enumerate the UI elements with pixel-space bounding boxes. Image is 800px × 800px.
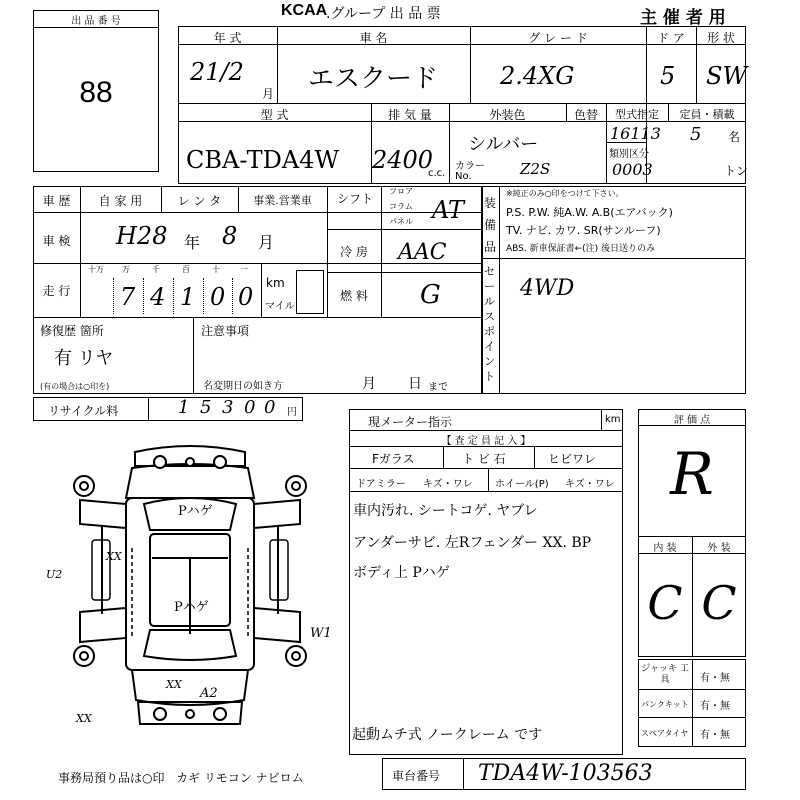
rating-label: 評 価 点	[673, 415, 711, 426]
remark-line-1: 車内汚れ. シートコゲ. ヤブレ	[353, 503, 538, 519]
capacity-value: 5	[690, 124, 702, 145]
repair-history-label: 修復歴 箇所	[40, 324, 104, 338]
divider	[178, 103, 746, 104]
type-spec-value: 16113	[610, 124, 661, 143]
divider	[193, 317, 194, 394]
doors-label: ド ア	[657, 31, 685, 45]
recycle-digit-6: 0	[264, 397, 276, 418]
color-value: シルバー	[468, 134, 539, 155]
digit-divider	[113, 278, 114, 314]
exterior-color-label: 外装色	[489, 108, 526, 122]
repair-history-value: 有 リヤ	[54, 348, 114, 369]
name-change-day: 日	[408, 376, 422, 392]
grade-label: グ レ ー ド	[528, 31, 588, 45]
organizer-label: 主 催 者 用	[640, 8, 726, 28]
jack-tools-label: ジャッキ 工 具	[641, 664, 689, 685]
divider	[488, 468, 489, 491]
ac-value: AAC	[398, 240, 447, 265]
divider	[261, 263, 262, 317]
fuel-value: G	[420, 280, 441, 310]
office-note: 事務局預り品は○印	[58, 771, 165, 785]
divider	[148, 397, 149, 421]
model-label: 型 式	[260, 108, 289, 122]
digit-label-100k: 十万	[88, 265, 104, 274]
color-no-value: Z2S	[520, 160, 551, 178]
divider	[668, 103, 669, 121]
fuel-label: 燃 料	[340, 289, 368, 303]
shift-label: シフト	[336, 192, 373, 206]
windshield-label: Fガラス	[372, 452, 415, 466]
private-use-label: 自 家 用	[98, 194, 143, 208]
doors-value: 5	[660, 62, 676, 90]
recycle-digit-3: 5	[200, 397, 212, 418]
digit-divider	[232, 278, 233, 314]
door-mirror-options: キズ・ワレ	[423, 479, 473, 490]
form-title: .グループ 出 品 票	[326, 6, 441, 22]
divider	[33, 27, 159, 28]
year-label: 年 式	[213, 31, 242, 45]
mileage-digit-3: 4	[150, 283, 166, 311]
divider	[601, 409, 602, 430]
spare-tire-label: スペアタイヤ	[641, 729, 689, 738]
digit-label-10k: 万	[122, 265, 130, 274]
divider	[327, 229, 483, 230]
equipment-label-text: 装 備 品	[484, 196, 497, 254]
displacement-label: 排 気 量	[388, 108, 432, 122]
yen-unit: 円	[287, 407, 297, 418]
recycle-fee-label: リサイクル料	[48, 404, 119, 418]
remark-line-2: アンダーサビ. 左Rフェンダー XX. BP	[353, 535, 592, 551]
mile-label: マイル	[265, 301, 295, 312]
diagram-mark-bottom: XX	[76, 712, 92, 725]
digit-divider	[173, 278, 174, 314]
wheel-label: ホイール(P)	[495, 479, 549, 490]
shift-column: コラム	[389, 202, 413, 211]
type-spec-label: 型式指定	[615, 108, 659, 121]
digit-divider	[143, 278, 144, 314]
divider	[499, 186, 500, 394]
mileage-digit-6: 0	[238, 283, 254, 311]
windshield-crack-label: ヒビワレ	[548, 452, 597, 466]
inspection-label: 車 検	[42, 234, 71, 248]
inspection-year-unit: 年	[184, 233, 201, 252]
color-change-label: 色替	[573, 108, 598, 122]
sales-point-label	[484, 264, 496, 384]
model-value: CBA-TDA4W	[186, 146, 340, 174]
shift-value: AT	[432, 196, 465, 224]
notes-label: 注意事項	[201, 324, 250, 338]
door-mirror-label: ドアミラー	[356, 479, 406, 490]
mileage-digit-2: 7	[120, 283, 136, 311]
mileage-digit-5: 0	[210, 283, 226, 311]
interior-label: 内 装	[653, 543, 677, 554]
mileage-digit-4: 1	[180, 283, 196, 311]
cc-unit: c.c.	[428, 168, 446, 179]
class-value: 0003	[612, 160, 653, 179]
rating-value: R	[670, 440, 714, 508]
sales-point-label-text: セールスポイント	[484, 265, 495, 383]
wheel-options: キズ・ワレ	[565, 479, 615, 490]
remark-line-4: 起動ムチ式 ノークレーム です	[352, 727, 543, 743]
shift-panel: パネル	[389, 217, 413, 226]
puncture-kit-options: 有・無	[700, 701, 730, 712]
mileage-label: 走 行	[42, 284, 71, 298]
name-change-until: まで	[428, 382, 448, 393]
car-condition-diagram	[40, 438, 340, 738]
divider	[33, 212, 483, 213]
displacement-value: 2400	[372, 146, 434, 174]
diagram-mark-right-rear: W1	[310, 626, 332, 641]
shift-floor: フロア	[389, 187, 413, 196]
digit-divider	[203, 278, 204, 314]
spare-tire-options: 有・無	[700, 730, 730, 741]
recycle-digit-4: 3	[222, 397, 234, 418]
sales-point-value: 4WD	[520, 276, 575, 301]
meter-label: 現メーター指示	[368, 415, 453, 429]
divider	[463, 758, 464, 790]
diagram-mark-a2: A2	[200, 686, 218, 701]
divider	[481, 258, 746, 259]
divider	[349, 491, 623, 492]
meter-km-unit: km	[605, 414, 621, 425]
recycle-digit-5: 0	[244, 397, 256, 418]
divider	[327, 272, 483, 273]
repair-history-note: (有の場合は○印を)	[40, 382, 110, 391]
equipment-line-2: TV. ナビ. カワ. SR(サンルーフ)	[506, 224, 661, 237]
history-label: 車 歴	[42, 194, 71, 208]
shift-options-label	[331, 190, 379, 207]
diagram-mark-left-rear: XX	[166, 678, 182, 691]
divider	[692, 659, 693, 747]
inspection-month-value: 8	[222, 222, 238, 250]
digit-label-10: 十	[212, 265, 220, 274]
digit-label-1k: 千	[152, 265, 160, 274]
divider	[33, 317, 483, 318]
jack-tools-options: 有・無	[700, 673, 730, 684]
year-value: 21/2	[190, 58, 244, 86]
divider	[349, 430, 623, 431]
ac-label: 冷 房	[340, 245, 368, 259]
grade-value: 2.4XG	[500, 62, 575, 90]
ton-unit: トン	[724, 164, 749, 178]
recycle-digit-2: 1	[178, 397, 190, 418]
digit-label-100: 百	[182, 265, 190, 274]
equipment-line-3: ABS. 新車保証書←(注) 後日送りのみ	[506, 244, 656, 254]
rental-label: レ ン タ	[177, 194, 222, 208]
business-use-label: 事業.営業車	[253, 194, 312, 207]
car-name-value: エスクード	[308, 64, 439, 94]
brand-logo: KCAA	[281, 2, 328, 19]
body-type-value: SW	[706, 62, 748, 90]
car-name-label: 車 名	[359, 31, 388, 45]
office-keys: カギ リモコン ナビロム	[176, 771, 304, 785]
remark-line-3: ボディ上 Pハゲ	[353, 565, 450, 581]
color-no-label: カラー No.	[455, 161, 485, 182]
divider	[349, 468, 623, 469]
name-change-month: 月	[362, 376, 376, 392]
body-type-label: 形 状	[707, 31, 735, 45]
interior-grade: C	[647, 576, 683, 630]
capacity-unit: 名	[728, 130, 741, 144]
km-label: km	[266, 276, 285, 290]
equipment-label	[484, 192, 496, 258]
diagram-mark-roof: Pハゲ	[178, 504, 213, 519]
windshield-chip-label: ト ビ 石	[462, 452, 506, 466]
diagram-mark-left-front: XX	[106, 550, 122, 563]
chassis-number-value: TDA4W-103563	[478, 761, 653, 786]
digit-label-1: 一	[240, 265, 248, 274]
exterior-label: 外 装	[707, 543, 731, 554]
name-change-label: 名変期日の如き方	[203, 381, 283, 392]
puncture-kit-label: パンクキット	[641, 700, 689, 709]
chassis-number-label: 車台番号	[392, 769, 441, 783]
lot-number-label: 出 品 番 号	[71, 16, 121, 27]
inspector-section-label: 【 査 定 員 記 入 】	[441, 436, 531, 447]
equipment-line-1: P.S. P.W. 純A.W. A.B(エアバック)	[506, 206, 673, 219]
unit-checkbox	[296, 270, 324, 314]
inspection-month-unit: 月	[258, 233, 275, 252]
divider	[381, 186, 382, 317]
inspection-year-value: H28	[116, 222, 168, 250]
class-label: 類別区分	[609, 149, 649, 160]
diagram-mark-side: U2	[46, 568, 63, 581]
exterior-grade: C	[701, 576, 737, 630]
lot-number-value: 88	[79, 76, 113, 109]
diagram-mark-center: Pハゲ	[174, 600, 209, 615]
divider	[534, 446, 535, 468]
divider	[443, 446, 444, 468]
capacity-label: 定員・積載	[679, 108, 735, 121]
equipment-note: ※純正のみ○印をつけて下さい。	[506, 189, 624, 198]
month-unit: 月	[262, 87, 275, 101]
